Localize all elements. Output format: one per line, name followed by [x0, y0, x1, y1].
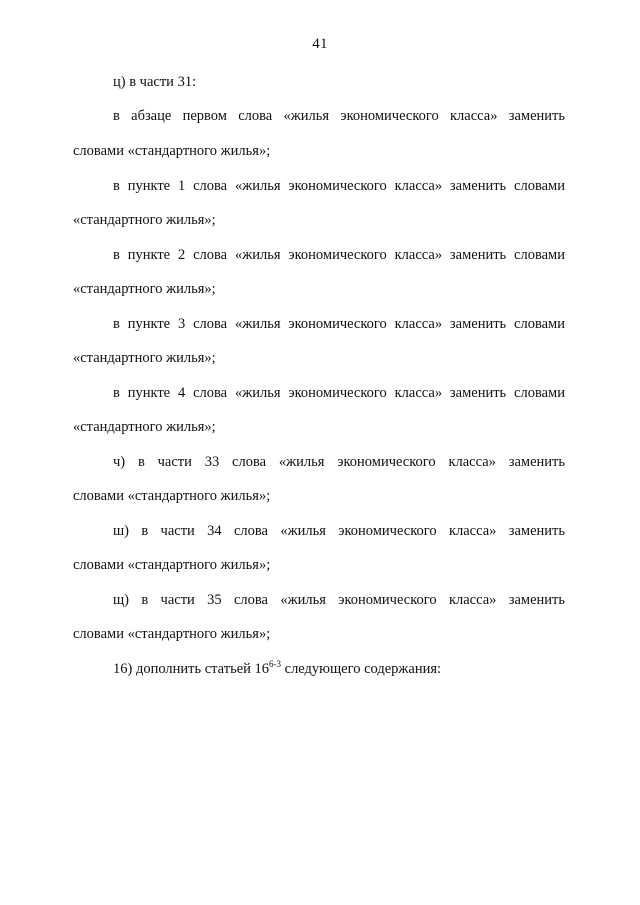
paragraph-punkt-3-line2: «стандартного жилья»; [73, 350, 216, 366]
paragraph-punkt-1-line1: в пункте 1 слова «жилья экономического класса» заменить словами [113, 178, 565, 194]
paragraph-punkt-1-line2: «стандартного жилья»; [73, 212, 216, 228]
paragraph-punkt-4-line2: «стандартного жилья»; [73, 419, 216, 435]
paragraph-abzac-first-line1: в абзаце первом слова «жилья экономического класса» заменить [113, 108, 565, 124]
paragraph-punkt-2-line2: «стандартного жилья»; [73, 281, 216, 297]
paragraph-item-sh-line2: словами «стандартного жилья»; [73, 557, 271, 573]
item-16-text-before: 16) дополнить статьей 16 [113, 661, 270, 677]
paragraph-punkt-2-line1: в пункте 2 слова «жилья экономического класса» заменить словами [113, 247, 565, 263]
paragraph-punkt-4-line1: в пункте 4 слова «жилья экономического класса» заменить словами [113, 385, 565, 401]
paragraph-punkt-3-line1: в пункте 3 слова «жилья экономического класса» заменить словами [113, 316, 565, 332]
paragraph-item-shch-line1: щ) в части 35 слова «жилья экономического класса» заменить [113, 592, 565, 608]
paragraph-abzac-first-line2: словами «стандартного жилья»; [73, 143, 271, 159]
paragraph-item-ch-line2: словами «стандартного жилья»; [73, 488, 271, 504]
page-number: 41 [312, 36, 328, 52]
paragraph-item-shch-line2: словами «стандартного жилья»; [73, 626, 271, 642]
paragraph-item-ch-line1: ч) в части 33 слова «жилья экономического класса» заменить [113, 454, 565, 470]
paragraph-item-ts-heading: ц) в части 31: [113, 74, 197, 90]
item-16-text-after: следующего содержания: [281, 661, 442, 677]
paragraph-item-16 [113, 661, 565, 678]
paragraph-item-sh-line1: ш) в части 34 слова «жилья экономического класса» заменить [113, 523, 565, 539]
article-superscript: 6-3 [269, 659, 282, 669]
